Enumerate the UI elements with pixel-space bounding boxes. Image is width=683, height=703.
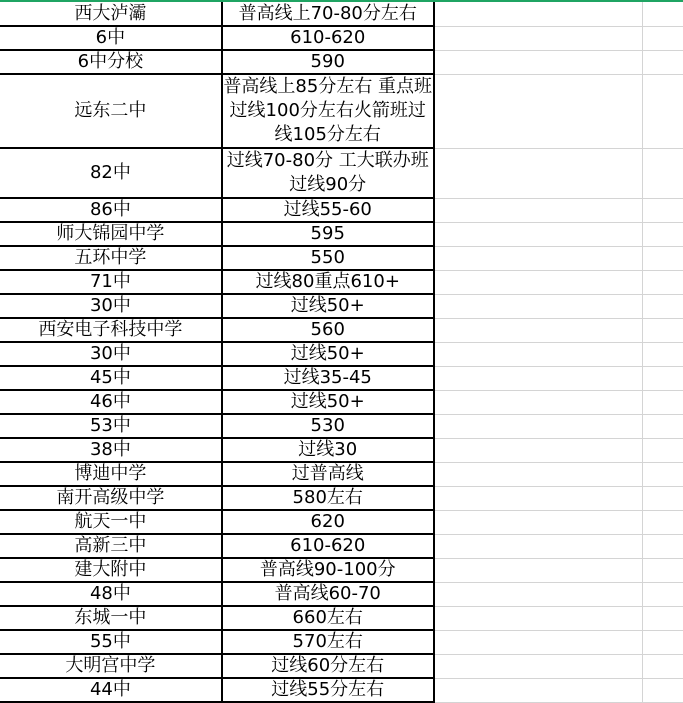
score-cell[interactable]: 过线55分左右 [222, 678, 434, 702]
score-cell[interactable]: 595 [222, 222, 434, 246]
table-row [0, 558, 683, 582]
empty-cell[interactable] [434, 74, 643, 148]
score-cell[interactable]: 过线50+ [222, 342, 434, 366]
empty-cell[interactable] [643, 366, 683, 390]
school-cell[interactable]: 86中 [0, 198, 222, 222]
table-row [0, 390, 683, 414]
school-cell[interactable]: 53中 [0, 414, 222, 438]
table-row [0, 50, 683, 74]
empty-cell[interactable] [434, 2, 643, 26]
empty-cell[interactable] [643, 294, 683, 318]
empty-cell[interactable] [434, 678, 643, 702]
score-cell[interactable]: 普高线90-100分 [222, 558, 434, 582]
empty-cell[interactable] [434, 366, 643, 390]
school-cell[interactable]: 航天一中 [0, 510, 222, 534]
empty-cell[interactable] [643, 318, 683, 342]
empty-cell[interactable] [643, 222, 683, 246]
school-cell[interactable]: 建大附中 [0, 558, 222, 582]
table-row [0, 2, 683, 26]
school-cell[interactable]: 五环中学 [0, 246, 222, 270]
empty-cell[interactable] [434, 534, 643, 558]
school-cell[interactable]: 30中 [0, 294, 222, 318]
table-row [0, 366, 683, 390]
empty-cell[interactable] [434, 148, 643, 198]
empty-cell[interactable] [643, 654, 683, 678]
empty-cell[interactable] [434, 246, 643, 270]
empty-cell[interactable] [643, 438, 683, 462]
school-cell[interactable]: 大明宫中学 [0, 654, 222, 678]
table-row [0, 606, 683, 630]
score-cell[interactable]: 620 [222, 510, 434, 534]
school-cell[interactable]: 45中 [0, 366, 222, 390]
table-row [0, 342, 683, 366]
table-row [0, 582, 683, 606]
empty-cell[interactable] [434, 606, 643, 630]
table-row [0, 148, 683, 198]
school-cell[interactable]: 东城一中 [0, 606, 222, 630]
empty-cell[interactable] [434, 462, 643, 486]
school-cell[interactable]: 高新三中 [0, 534, 222, 558]
empty-cell[interactable] [434, 654, 643, 678]
empty-cell[interactable] [434, 26, 643, 50]
empty-cell[interactable] [434, 294, 643, 318]
table-row [0, 462, 683, 486]
score-cell[interactable]: 过普高线 [222, 462, 434, 486]
score-cell[interactable]: 过线80重点610+ [222, 270, 434, 294]
table-row [0, 246, 683, 270]
score-cell[interactable]: 过线50+ [222, 294, 434, 318]
empty-cell[interactable] [643, 148, 683, 198]
empty-cell[interactable] [643, 510, 683, 534]
table-row [0, 74, 683, 148]
score-cell[interactable]: 过线60分左右 [222, 654, 434, 678]
score-cell[interactable]: 610-620 [222, 26, 434, 50]
table-row [0, 510, 683, 534]
empty-cell[interactable] [643, 270, 683, 294]
school-cell[interactable]: 6中 [0, 26, 222, 50]
score-cell[interactable]: 普高线60-70 [222, 582, 434, 606]
empty-cell[interactable] [434, 390, 643, 414]
score-table [0, 2, 683, 703]
score-cell[interactable]: 过线50+ [222, 390, 434, 414]
table-row [0, 678, 683, 702]
empty-cell[interactable] [643, 414, 683, 438]
school-cell[interactable]: 38中 [0, 438, 222, 462]
score-cell[interactable]: 普高线上70-80分左右 [222, 2, 434, 26]
score-cell[interactable]: 660左右 [222, 606, 434, 630]
score-cell[interactable]: 过线70-80分 工大联办班过线90分 [222, 148, 434, 198]
empty-cell[interactable] [643, 558, 683, 582]
empty-cell[interactable] [643, 26, 683, 50]
empty-cell[interactable] [434, 318, 643, 342]
school-cell[interactable]: 82中 [0, 148, 222, 198]
empty-cell[interactable] [434, 438, 643, 462]
table-row [0, 318, 683, 342]
empty-cell[interactable] [643, 630, 683, 654]
school-cell[interactable]: 55中 [0, 630, 222, 654]
table-row [0, 270, 683, 294]
empty-cell[interactable] [434, 198, 643, 222]
empty-cell[interactable] [643, 342, 683, 366]
table-row [0, 294, 683, 318]
empty-cell[interactable] [643, 606, 683, 630]
school-cell[interactable]: 师大锦园中学 [0, 222, 222, 246]
score-cell[interactable]: 570左右 [222, 630, 434, 654]
school-cell[interactable]: 44中 [0, 678, 222, 702]
empty-cell[interactable] [643, 534, 683, 558]
empty-cell[interactable] [434, 342, 643, 366]
school-cell[interactable]: 46中 [0, 390, 222, 414]
table-row [0, 26, 683, 50]
empty-cell[interactable] [643, 390, 683, 414]
school-cell[interactable]: 30中 [0, 342, 222, 366]
score-cell[interactable]: 550 [222, 246, 434, 270]
score-cell[interactable]: 过线55-60 [222, 198, 434, 222]
table-row [0, 438, 683, 462]
empty-cell[interactable] [643, 2, 683, 26]
table-row [0, 222, 683, 246]
school-cell[interactable]: 西安电子科技中学 [0, 318, 222, 342]
empty-cell[interactable] [434, 222, 643, 246]
empty-cell[interactable] [643, 462, 683, 486]
empty-cell[interactable] [643, 50, 683, 74]
score-cell[interactable]: 560 [222, 318, 434, 342]
empty-cell[interactable] [643, 246, 683, 270]
score-cell[interactable]: 过线30 [222, 438, 434, 462]
empty-cell[interactable] [643, 198, 683, 222]
school-cell[interactable]: 71中 [0, 270, 222, 294]
empty-cell[interactable] [434, 414, 643, 438]
school-cell[interactable]: 博迪中学 [0, 462, 222, 486]
empty-cell[interactable] [434, 50, 643, 74]
empty-cell[interactable] [643, 74, 683, 148]
school-cell[interactable]: 48中 [0, 582, 222, 606]
empty-cell[interactable] [643, 582, 683, 606]
score-cell[interactable]: 530 [222, 414, 434, 438]
table-row [0, 534, 683, 558]
school-cell[interactable]: 西大泸灞 [0, 2, 222, 26]
empty-cell[interactable] [434, 582, 643, 606]
table-row [0, 414, 683, 438]
school-cell[interactable]: 6中分校 [0, 50, 222, 74]
table-row [0, 630, 683, 654]
school-cell[interactable]: 远东二中 [0, 74, 222, 148]
score-cell[interactable]: 580左右 [222, 486, 434, 510]
empty-cell[interactable] [434, 558, 643, 582]
empty-cell[interactable] [643, 678, 683, 702]
table-row [0, 486, 683, 510]
table-row [0, 654, 683, 678]
table-row [0, 198, 683, 222]
empty-cell[interactable] [434, 630, 643, 654]
score-cell[interactable]: 590 [222, 50, 434, 74]
empty-cell[interactable] [643, 486, 683, 510]
empty-cell[interactable] [434, 270, 643, 294]
school-cell[interactable]: 南开高级中学 [0, 486, 222, 510]
score-cell[interactable]: 普高线上85分左右 重点班过线100分左右火箭班过线105分左右 [222, 74, 434, 148]
empty-cell[interactable] [434, 510, 643, 534]
score-cell[interactable]: 610-620 [222, 534, 434, 558]
score-cell[interactable]: 过线35-45 [222, 366, 434, 390]
empty-cell[interactable] [434, 486, 643, 510]
